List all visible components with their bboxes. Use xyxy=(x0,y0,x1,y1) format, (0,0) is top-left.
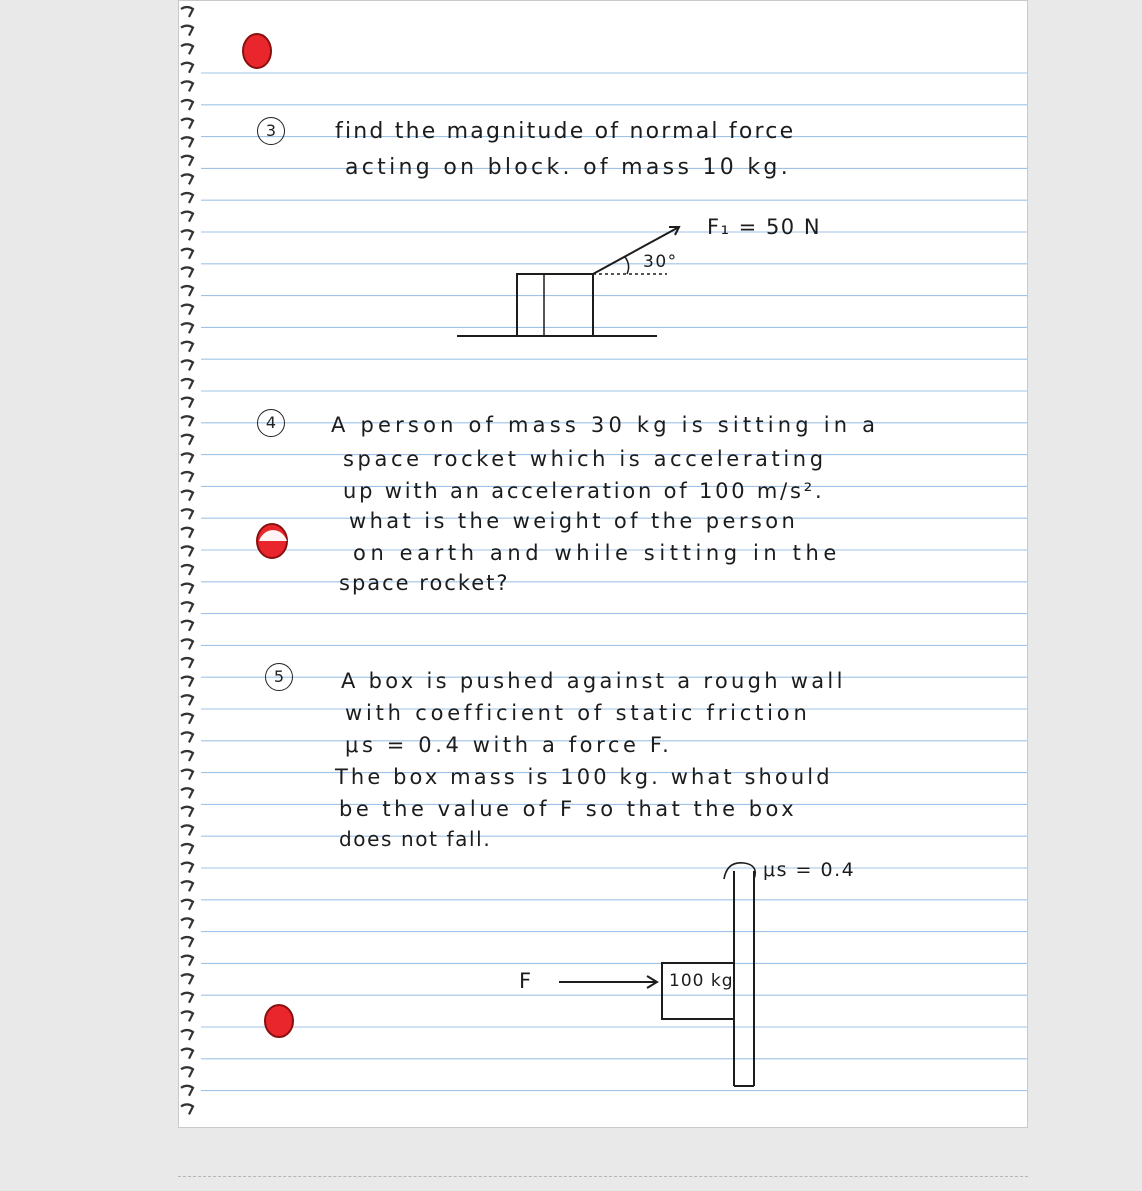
q3-angle-label: 30° xyxy=(643,252,678,272)
spiral-ring xyxy=(181,416,193,426)
spiral-ring xyxy=(181,844,193,854)
spiral-ring xyxy=(181,1049,193,1059)
q3-number: 3 xyxy=(257,117,285,145)
spiral-ring xyxy=(181,491,193,501)
spiral-ring xyxy=(181,863,193,873)
q5-force-label: F xyxy=(519,969,533,993)
q3-text-line-1: find the magnitude of normal force xyxy=(335,119,796,144)
spiral-ring xyxy=(181,1086,193,1096)
q4-text-line-6: space rocket? xyxy=(339,571,510,595)
spiral-ring xyxy=(181,100,193,110)
spiral-ring xyxy=(181,267,193,277)
spiral-ring xyxy=(181,993,193,1003)
spiral-ring xyxy=(181,7,193,17)
q5-text-line-4: The box mass is 100 kg. what should xyxy=(335,765,833,789)
spiral-ring xyxy=(181,212,193,222)
spiral-ring xyxy=(181,1030,193,1040)
notebook-page xyxy=(178,0,1028,1128)
spiral-ring xyxy=(181,472,193,482)
spiral-ring xyxy=(181,174,193,184)
spiral-ring xyxy=(181,193,193,203)
spiral-ring xyxy=(181,342,193,352)
spiral-ring xyxy=(181,751,193,761)
q3-block xyxy=(517,274,593,336)
q5-text-line-3: μs = 0.4 with a force F. xyxy=(345,733,673,757)
q5-text-line-6: does not fall. xyxy=(339,827,492,851)
spiral-ring xyxy=(181,156,193,166)
spiral-ring xyxy=(181,918,193,928)
spiral-ring xyxy=(181,137,193,147)
spiral-ring xyxy=(181,528,193,538)
spiral-ring xyxy=(181,1104,193,1114)
page-bottom-divider xyxy=(178,1176,1028,1177)
spiral-ring xyxy=(181,63,193,73)
spiral-ring xyxy=(181,770,193,780)
q5-wall-top-curl xyxy=(724,863,755,879)
spiral-ring xyxy=(181,602,193,612)
spiral-ring xyxy=(181,788,193,798)
q3-text-line-2: acting on block. of mass 10 kg. xyxy=(345,155,791,180)
spiral-ring xyxy=(181,249,193,259)
spiral-ring xyxy=(181,26,193,36)
q5-text-line-1: A box is pushed against a rough wall xyxy=(341,669,846,693)
spiral-ring xyxy=(181,956,193,966)
spiral-ring xyxy=(181,825,193,835)
q3-diagram xyxy=(457,227,679,336)
spiral-ring xyxy=(181,1011,193,1021)
q4-text-line-2: space rocket which is accelerating xyxy=(343,447,827,471)
spiral-ring xyxy=(181,565,193,575)
spiral-ring xyxy=(181,81,193,91)
spiral-ring xyxy=(181,435,193,445)
q5-mu-label: μs = 0.4 xyxy=(763,859,856,881)
punch-holes xyxy=(243,34,293,1037)
q5-number: 5 xyxy=(265,663,293,691)
spiral-ring xyxy=(181,677,193,687)
spiral-ring xyxy=(181,119,193,129)
q4-text-line-5: on earth and while sitting in the xyxy=(353,541,841,565)
q4-text-line-3: up with an acceleration of 100 m/s². xyxy=(343,479,825,503)
spiral-ring xyxy=(181,398,193,408)
spiral-ring xyxy=(181,1067,193,1077)
spiral-ring xyxy=(181,621,193,631)
spiral-ring xyxy=(181,639,193,649)
q4-number: 4 xyxy=(257,409,285,437)
spiral-ring xyxy=(181,937,193,947)
spiral-ring xyxy=(181,453,193,463)
spiral-ring xyxy=(181,695,193,705)
spiral-ring xyxy=(181,658,193,668)
spiral-ring xyxy=(181,546,193,556)
q4-text-line-1: A person of mass 30 kg is sitting in a xyxy=(331,413,880,437)
spiral-ring xyxy=(181,323,193,333)
spiral-ring xyxy=(181,286,193,296)
q5-text-line-5: be the value of F so that the box xyxy=(339,797,798,821)
q3-angle-arc xyxy=(625,257,629,274)
spiral-ring xyxy=(181,509,193,519)
punch-hole-top xyxy=(243,34,271,68)
spiral-ring xyxy=(181,360,193,370)
q3-force-label: F₁ = 50 N xyxy=(707,215,822,239)
q4-text-line-4: what is the weight of the person xyxy=(349,509,799,533)
spiral-ring xyxy=(181,44,193,54)
spiral-ring xyxy=(181,379,193,389)
spiral-ring xyxy=(181,584,193,594)
spiral-ring xyxy=(181,714,193,724)
spiral-ring xyxy=(181,807,193,817)
spiral-ring xyxy=(181,881,193,891)
spiral-ring xyxy=(181,305,193,315)
spiral-ring xyxy=(181,732,193,742)
spiral-ring xyxy=(181,900,193,910)
q5-box-label: 100 kg xyxy=(669,971,734,991)
spiral-ring xyxy=(181,974,193,984)
punch-hole-bottom xyxy=(265,1005,293,1037)
q5-text-line-2: with coefficient of static friction xyxy=(345,701,811,725)
spiral-ring xyxy=(181,230,193,240)
